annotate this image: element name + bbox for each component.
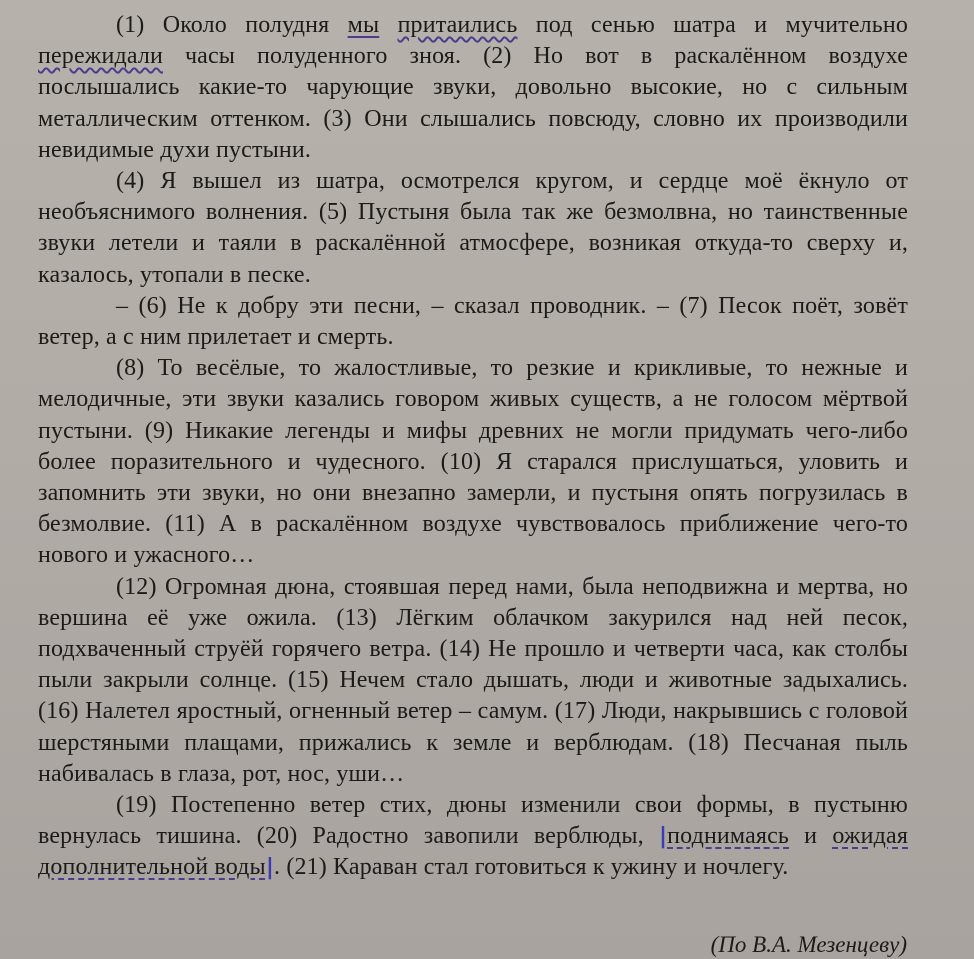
text-run: часы полуденного зноя. (2) Но вот в раскалённом воздухе послышались какие-то чарующие звуки, довольно высокие, но с сильным металлическим оттенком. (3) Они слышались повсюду, словно их производили невидимые духи пустыни. [38,43,908,163]
author-attribution: (По В.А. Мезенцеву) [710,932,907,957]
paragraph [38,790,908,884]
text-run: (1) Около полудня [116,12,348,38]
story-text [38,10,908,884]
paragraph [38,291,908,353]
pencil-bracket-mark: | [658,824,668,850]
text-run: (4) Я вышел из шатра, осмотрелся кругом, и сердце моё ёкнуло от необъяснимого волнения. (5) Пустыня была так же безмолвна, но таинственные звуки летели и таяли в раскалённой атмосфере, возникая откуда-то сверху и, казалось, утопали в песке. [38,168,908,288]
text-run: под сенью шатра и мучительно [517,12,908,38]
text-run: (12) Огромная дюна, стоявшая перед нами, была неподвижна и мертва, но вершина её уже ожила. (13) Лёгким облачком закурился над ней песок, подхваченный струёй горячего ветра. (14) Не прошло и четверти часа, как столбы пыли закрыли солнце. (15) Нечем стало дышать, люди и животные задыхались. (16) Налетел яростный, огненный ветер – самум. (17) Люди, накрывшись с головой шерстяными плащами, прижались к земле и верблюдам. (18) Песчаная пыль набивалась в глаза, рот, нос, уши… [38,573,908,787]
text-run [379,12,397,38]
underlined-word: мы [347,12,380,38]
text-run: . (21) Караван стал готовиться к ужину и ночлегу. [274,854,789,881]
underlined-word: поднимаясь [667,823,789,850]
text-run: (19) Постепенно ветер стих, дюны изменили свои формы, в пустыню вернулась тишина. (20) Радостно завопили верблюды, [38,792,908,850]
text-run: и [789,823,833,850]
underlined-word: ожидая дополнительной воды [38,823,909,881]
paragraph [38,572,908,790]
underlined-word: притаились [397,12,518,38]
paragraph [38,166,908,291]
underlined-word: пережидали [38,43,163,70]
paragraph [38,353,908,571]
pencil-bracket-mark: | [265,855,275,881]
text-run: – (6) Не к добру эти песни, – сказал проводник. – (7) Песок поёт, зовёт ветер, а с ним прилетает и смерть. [38,292,908,351]
paragraph [38,10,908,166]
text-run: (8) То весёлые, то жалостливые, то резкие и крикливые, то нежные и мелодичные, эти звуки казались говором живых существ, а не голосом мёртвой пустыни. (9) Никакие легенды и мифы древних не могли придумать чего-либо более поразительного и чудесного. (10) Я старался прислушаться, уловить и запомнить эти звуки, но они внезапно замерли, и пустыня опять погрузилась в безмолвие. (11) А в раскалённом воздухе чувствовалось приближение чего-то нового и ужасного… [38,355,908,569]
